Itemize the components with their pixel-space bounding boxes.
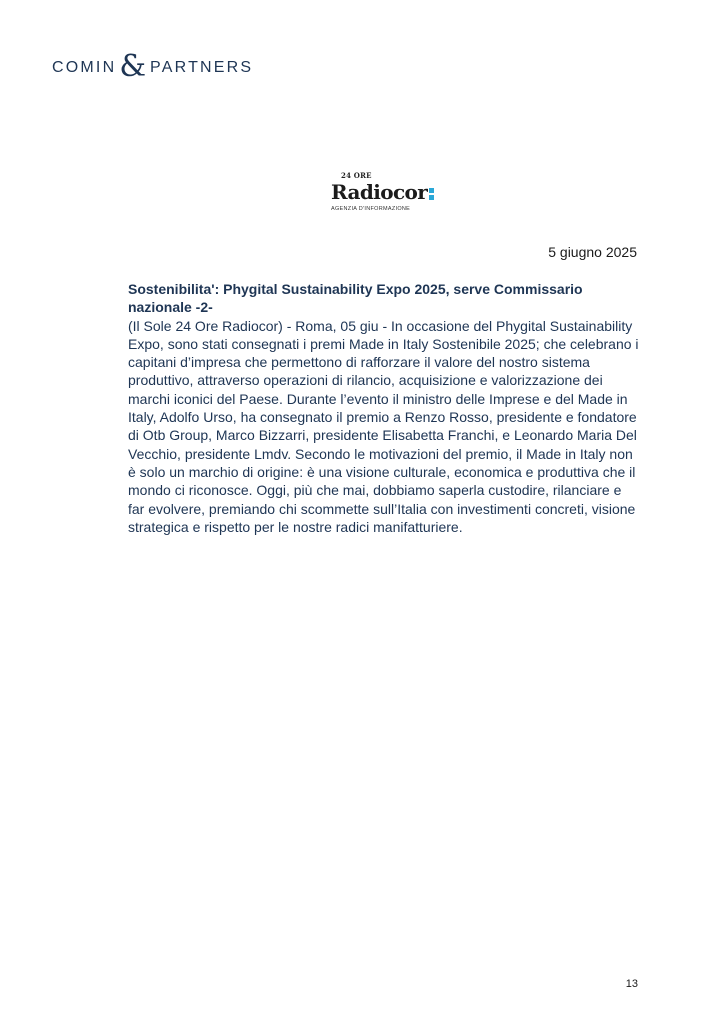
page-number: 13 — [625, 978, 638, 990]
radiocor-brand — [331, 181, 451, 203]
article-title: Sostenibilita': Phygital Sustainability Expo 2025, serve Commissario nazionale -2- — [128, 281, 583, 316]
radiocor-dots-icon — [429, 187, 434, 201]
radiocor-masthead: 24 ORE — [341, 171, 372, 180]
radiocor-tagline: AGENZIA D'INFORMAZIONE — [331, 206, 411, 212]
radiocor-name: Radiocor — [331, 180, 428, 204]
logo-text-partners: PARTNERS — [150, 59, 254, 76]
article — [128, 280, 640, 536]
radiocor-logo — [331, 172, 451, 212]
logo-text-comin: COMIN — [52, 59, 117, 76]
logo-ampersand: & — [119, 49, 147, 84]
document-date: 5 giugno 2025 — [548, 244, 637, 260]
comin-partners-logo — [52, 49, 254, 84]
article-body: (Il Sole 24 Ore Radiocor) - Roma, 05 giu - In occasione del Phygital Sustainability Expo, sono stati consegnati i premi Made in Italy Sostenibile 2025; che celebrano i capitani d’impresa che permettono di rafforzare il valore del nostro sistema produttivo, attraverso operazioni di rilancio, acquisizione e valorizzazione dei marchi iconici del Paese. Durante l’evento il ministro delle Imprese e del Made in Italy, Adolfo Urso, ha consegnato il premio a Renzo Rosso, presidente e fondatore di Otb Group, Marco Bizzarri, presidente Elisabetta Franchi, e Leonardo Maria Del Vecchio, presidente Lmdv. Secondo le motivazioni del premio, il Made in Italy non è solo un marchio di origine: è una visione culturale, economica e produttiva che il mondo ci riconosce. Oggi, più che mai, dobbiamo saperla custodire, rilanciare e far evolvere, premiando chi scommette sull’Italia con investimenti concreti, visione strategica e rispetto per le nostre radici manifatturiere. — [128, 317, 639, 535]
